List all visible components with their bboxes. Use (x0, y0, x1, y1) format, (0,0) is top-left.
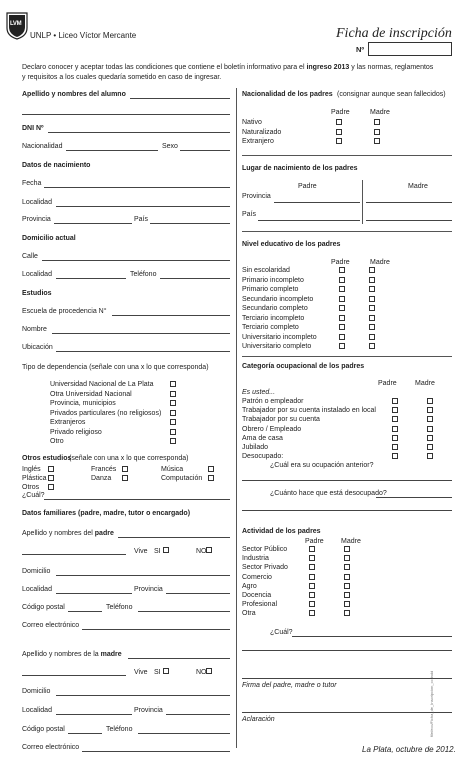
father-no-label: NO (196, 548, 207, 555)
school-name-label: Nombre (22, 326, 47, 333)
father-name-field[interactable] (118, 537, 230, 538)
parents-education-option-label: Secundario incompleto (242, 295, 314, 303)
form-number-field[interactable] (368, 42, 452, 56)
sex-label: Sexo (162, 143, 178, 150)
school-location-label: Ubicación (22, 344, 53, 351)
mother-name-field-2[interactable] (22, 675, 126, 676)
father-address-field[interactable] (56, 575, 230, 576)
place-date: La Plata, octubre de 2012. (362, 745, 456, 754)
birth-province-label: Provincia (22, 216, 51, 223)
birthplace-mother-col: Madre (408, 183, 428, 190)
parents-education-father-checkbox[interactable] (339, 267, 345, 273)
parents-activity-father-checkbox[interactable] (309, 564, 315, 570)
parents-activity-option-label: Docencia (242, 592, 272, 599)
dependency-option-checkbox[interactable] (170, 438, 176, 444)
parents-activity-option-label: Comercio (242, 573, 272, 581)
birth-locality-field[interactable] (56, 206, 230, 207)
parents-occupation-mother-checkbox[interactable] (427, 426, 433, 432)
other-study-label: Danza (91, 475, 112, 482)
parents-activity-mother-checkbox[interactable] (344, 601, 350, 607)
father-alive-no-checkbox[interactable] (206, 547, 212, 553)
address-locality-label: Localidad (22, 271, 52, 278)
mother-postal-label: Código postal (22, 726, 65, 733)
dependency-option-label: Universidad Nacional de La Plata (50, 381, 154, 388)
father-locality-label: Localidad (22, 586, 52, 593)
parents-occupation-title: Categoría ocupacional de los padres (242, 363, 365, 370)
mother-name-label: Apellido y nombres de la madre (22, 651, 122, 658)
other-study-checkbox[interactable] (48, 475, 54, 481)
parents-nationality-note: (consignar aunque sean fallecidos) (337, 91, 446, 98)
parents-occupation-father-checkbox[interactable] (392, 416, 398, 422)
other-study-checkbox[interactable] (122, 475, 128, 481)
parents-birthplace-title: Lugar de nacimiento de los padres (242, 165, 358, 172)
dependency-option-label: Otra Universidad Nacional (50, 390, 132, 398)
parents-activity-mother-checkbox[interactable] (344, 564, 350, 570)
mother-email-label: Correo electrónico (22, 744, 80, 751)
birthplace-country-label: País (242, 211, 257, 218)
family-title: Datos familiares (padre, madre, tutor o encargado) (22, 510, 191, 517)
birth-date-field[interactable] (44, 187, 230, 188)
address-phone-label: Teléfono (130, 271, 157, 278)
parents-activity-father-checkbox[interactable] (309, 610, 315, 616)
other-studies-which-label: ¿Cuál? (22, 492, 45, 499)
other-study-checkbox[interactable] (48, 484, 54, 490)
father-address-label: Domicilio (22, 568, 51, 575)
number-label: Nº (356, 45, 365, 54)
signature-field[interactable] (242, 678, 452, 679)
other-study-checkbox[interactable] (208, 475, 214, 481)
institution-name: UNLP • Liceo Víctor Mercante (30, 31, 137, 40)
unemployed-duration-field[interactable] (376, 497, 452, 498)
dependency-option-checkbox[interactable] (170, 400, 176, 406)
nationality-father-col: Padre (331, 109, 350, 116)
father-phone-field[interactable] (138, 611, 230, 612)
parents-occupation-mother-checkbox[interactable] (427, 435, 433, 441)
parents-activity-father-checkbox[interactable] (309, 601, 315, 607)
parents-education-father-checkbox[interactable] (339, 286, 345, 292)
parents-education-mother-checkbox[interactable] (369, 296, 375, 302)
parents-education-father-checkbox[interactable] (339, 343, 345, 349)
father-name-field-2[interactable] (22, 554, 126, 555)
parents-education-mother-checkbox[interactable] (369, 286, 375, 292)
parents-occupation-option-label: Jubilado (242, 444, 269, 451)
other-study-checkbox[interactable] (208, 466, 214, 472)
activity-father-col: Padre (305, 538, 324, 545)
parents-education-mother-checkbox[interactable] (369, 267, 375, 273)
other-study-label: Inglés (22, 466, 41, 473)
parents-occupation-father-checkbox[interactable] (392, 453, 398, 459)
parents-education-father-checkbox[interactable] (339, 296, 345, 302)
activity-which-field-2[interactable] (242, 650, 452, 651)
dependency-option-label: Otro (50, 438, 64, 445)
dependency-option-checkbox[interactable] (170, 419, 176, 425)
parents-activity-mother-checkbox[interactable] (344, 574, 350, 580)
parents-occupation-option-label: Ama de casa (242, 434, 283, 442)
previous-occupation-label: ¿Cuál era su ocupación anterior? (270, 462, 374, 469)
parents-education-option-label: Secundario completo (242, 305, 308, 312)
education-father-col: Padre (331, 259, 350, 266)
father-name-label: Apellido y nombres del padre (22, 530, 114, 537)
mother-alive-no-checkbox[interactable] (206, 668, 212, 674)
declaration-text-2: y las normas, reglamentos (351, 64, 434, 71)
parents-activity-mother-checkbox[interactable] (344, 592, 350, 598)
parents-occupation-father-checkbox[interactable] (392, 398, 398, 404)
mother-postal-field[interactable] (68, 733, 102, 734)
activity-which-field[interactable] (292, 636, 452, 637)
clarification-field[interactable] (242, 712, 452, 713)
dependency-option-label: Extranjeros (50, 419, 86, 426)
occupation-mother-col: Madre (415, 380, 435, 387)
parents-nationality-father-checkbox[interactable] (336, 129, 342, 135)
mother-phone-label: Teléfono (106, 726, 133, 733)
declaration-year: ingreso 2013 (306, 64, 350, 71)
other-studies-title: Otros estudios (22, 455, 72, 462)
occupation-intro: Es usted... (242, 389, 276, 396)
occupation-father-col: Padre (378, 380, 397, 387)
parents-occupation-mother-checkbox[interactable] (427, 416, 433, 422)
other-study-label: Computación (161, 475, 203, 482)
birthplace-country-mother-field[interactable] (366, 220, 452, 221)
parents-activity-father-checkbox[interactable] (309, 574, 315, 580)
student-name-field-2[interactable] (22, 114, 230, 115)
parents-education-option-label: Primario completo (242, 286, 299, 293)
parents-education-option-label: Universitario completo (242, 343, 312, 350)
parents-activity-option-label: Otra (242, 610, 256, 618)
parents-activity-mother-checkbox[interactable] (344, 583, 350, 589)
mother-province-field[interactable] (166, 714, 230, 715)
mother-alive-label: Vive (134, 669, 148, 676)
parents-activity-mother-checkbox[interactable] (344, 555, 350, 561)
parents-nationality-option-label: Naturalizado (242, 128, 282, 136)
parents-occupation-option-label: Obrero / Empleado (242, 425, 302, 433)
student-name-label: Apellido y nombres del alumno (22, 91, 126, 98)
parents-activity-option-label: Sector Privado (242, 564, 288, 572)
other-studies-note: (señale con una x lo que corresponda) (69, 455, 189, 462)
mother-address-label: Domicilio (22, 688, 51, 695)
parents-occupation-father-checkbox[interactable] (392, 435, 398, 441)
mother-name-field[interactable] (128, 658, 230, 659)
dependency-option-label: Provincia, municipios (50, 400, 116, 407)
activity-which-label: ¿Cuál? (270, 629, 293, 636)
dependency-option-checkbox[interactable] (170, 391, 176, 397)
clarification-label: Aclaración (242, 716, 275, 723)
father-province-field[interactable] (166, 593, 230, 594)
birth-province-field[interactable] (54, 223, 132, 224)
parents-nationality-mother-checkbox[interactable] (374, 119, 380, 125)
dependency-option-checkbox[interactable] (170, 429, 176, 435)
birthplace-province-label: Provincia (242, 193, 271, 200)
nationality-label: Nacionalidad (22, 143, 63, 150)
declaration-text-3: y requisitos a los cuales quedaría sometido en caso de ingresar. (22, 74, 222, 81)
parents-education-father-checkbox[interactable] (339, 334, 345, 340)
signature-label: Firma del padre, madre o tutor (242, 682, 337, 689)
activity-mother-col: Madre (341, 538, 361, 545)
parents-education-option-label: Primario incompleto (242, 276, 304, 284)
parents-nationality-option-label: Extranjero (242, 138, 274, 145)
father-yes-label: SI (154, 548, 161, 555)
parents-activity-mother-checkbox[interactable] (344, 610, 350, 616)
divider-2 (242, 231, 452, 232)
birthplace-province-mother-field[interactable] (366, 202, 452, 203)
education-mother-col: Madre (370, 259, 390, 266)
parents-education-mother-checkbox[interactable] (369, 315, 375, 321)
street-field[interactable] (42, 260, 230, 261)
birth-country-field[interactable] (150, 223, 230, 224)
parents-education-mother-checkbox[interactable] (369, 324, 375, 330)
parents-education-father-checkbox[interactable] (339, 324, 345, 330)
studies-title: Estudios (22, 290, 52, 297)
other-study-label: Plástica (22, 475, 47, 482)
parents-activity-title: Actividad de los padres (242, 528, 321, 535)
nationality-field[interactable] (66, 150, 158, 151)
dependency-option-label: Privados particulares (no religiosos) (50, 409, 162, 417)
birth-country-label: País (134, 216, 149, 223)
father-alive-label: Vive (134, 548, 148, 555)
mother-province-label: Provincia (134, 707, 163, 714)
declaration (22, 63, 452, 83)
father-postal-label: Código postal (22, 604, 65, 611)
street-label: Calle (22, 253, 38, 260)
parents-education-option-label: Sin escolaridad (242, 267, 290, 274)
parents-education-option-label: Universitario incompleto (242, 333, 317, 341)
parents-nationality-father-checkbox[interactable] (336, 138, 342, 144)
parents-activity-father-checkbox[interactable] (309, 592, 315, 598)
other-study-checkbox[interactable] (48, 466, 54, 472)
parents-occupation-option-label: Patrón o empleador (242, 398, 304, 405)
dependency-label: Tipo de dependencia (señale con una x lo que corresponda) (22, 364, 209, 371)
other-study-label: Música (161, 466, 184, 473)
parents-activity-father-checkbox[interactable] (309, 583, 315, 589)
parents-education-father-checkbox[interactable] (339, 277, 345, 283)
school-location-field[interactable] (56, 351, 230, 352)
parents-activity-father-checkbox[interactable] (309, 546, 315, 552)
parents-occupation-father-checkbox[interactable] (392, 426, 398, 432)
father-phone-label: Teléfono (106, 604, 133, 611)
father-email-label: Correo electrónico (22, 622, 80, 629)
birth-title: Datos de nacimiento (22, 162, 91, 169)
parents-education-mother-checkbox[interactable] (369, 334, 375, 340)
father-email-field[interactable] (82, 629, 230, 630)
parents-education-mother-checkbox[interactable] (369, 343, 375, 349)
parents-occupation-option-label: Trabajador por su cuenta (242, 416, 320, 424)
birthplace-province-father-field[interactable] (274, 202, 360, 203)
mother-email-field[interactable] (82, 751, 230, 752)
parents-activity-father-checkbox[interactable] (309, 555, 315, 561)
unemployed-duration-field-2[interactable] (242, 510, 452, 511)
mother-no-label: NO (196, 669, 207, 676)
column-divider (236, 88, 237, 748)
other-studies-which-field[interactable] (44, 499, 230, 500)
other-study-label: Otros (22, 484, 40, 491)
side-note: file/ecc/Ficha_de_Inscripcion_cc.indd (429, 670, 434, 737)
parents-occupation-father-checkbox[interactable] (392, 444, 398, 450)
mother-locality-field[interactable] (56, 714, 132, 715)
mother-phone-field[interactable] (138, 733, 230, 734)
unemployed-duration-label: ¿Cuánto hace que está desocupado? (270, 490, 387, 497)
declaration-text-1: Declaro conocer y aceptar todas las condiciones que contiene el boletín informativo para el (22, 64, 305, 71)
other-study-checkbox[interactable] (122, 466, 128, 472)
address-phone-field[interactable] (160, 278, 230, 279)
parents-education-father-checkbox[interactable] (339, 305, 345, 311)
other-study-label: Francés (91, 466, 117, 473)
father-locality-field[interactable] (56, 593, 132, 594)
dependency-option-checkbox[interactable] (170, 381, 176, 387)
dependency-option-label: Privado religioso (50, 428, 102, 436)
mother-address-field[interactable] (56, 695, 230, 696)
birth-date-label: Fecha (22, 180, 42, 187)
student-name-field[interactable] (130, 98, 230, 99)
school-number-field[interactable] (112, 315, 230, 316)
parents-activity-mother-checkbox[interactable] (344, 546, 350, 552)
parents-activity-option-label: Industria (242, 555, 269, 563)
parents-education-father-checkbox[interactable] (339, 315, 345, 321)
parents-education-option-label: Terciario incompleto (242, 314, 305, 322)
divider-3 (242, 356, 452, 357)
parents-occupation-mother-checkbox[interactable] (427, 444, 433, 450)
parents-nationality-mother-checkbox[interactable] (374, 129, 380, 135)
school-name-field[interactable] (52, 333, 230, 334)
parents-nationality-option-label: Nativo (242, 119, 262, 126)
parents-activity-option-label: Profesional (242, 601, 278, 609)
parents-nationality-mother-checkbox[interactable] (374, 138, 380, 144)
birthplace-country-father-field[interactable] (258, 220, 360, 221)
parents-nationality-title: Nacionalidad de los padres (242, 91, 333, 98)
previous-occupation-field[interactable] (242, 480, 452, 481)
dependency-option-checkbox[interactable] (170, 410, 176, 416)
parents-education-title: Nivel educativo de los padres (242, 241, 341, 248)
mother-locality-label: Localidad (22, 707, 52, 714)
dni-field[interactable] (48, 132, 230, 133)
father-postal-field[interactable] (68, 611, 102, 612)
birthplace-father-col: Padre (298, 183, 317, 190)
parents-nationality-father-checkbox[interactable] (336, 119, 342, 125)
parents-occupation-father-checkbox[interactable] (392, 407, 398, 413)
dni-label: DNI Nº (22, 125, 44, 132)
parents-occupation-mother-checkbox[interactable] (427, 407, 433, 413)
parents-education-mother-checkbox[interactable] (369, 277, 375, 283)
mother-alive-yes-checkbox[interactable] (163, 668, 169, 674)
birth-locality-label: Localidad (22, 199, 52, 206)
parents-education-option-label: Terciario completo (242, 324, 299, 331)
address-locality-field[interactable] (56, 278, 126, 279)
parents-occupation-mother-checkbox[interactable] (427, 398, 433, 404)
parents-occupation-option-label: Trabajador por su cuenta instalado en local (242, 407, 376, 415)
logo (6, 12, 28, 40)
parents-education-mother-checkbox[interactable] (369, 305, 375, 311)
parents-occupation-mother-checkbox[interactable] (427, 453, 433, 459)
divider-1 (242, 155, 452, 156)
school-label: Escuela de procedencia N° (22, 308, 107, 315)
page-title: Ficha de inscripción (336, 26, 452, 41)
parents-activity-option-label: Sector Público (242, 546, 288, 553)
mother-yes-label: SI (154, 669, 161, 676)
father-province-label: Provincia (134, 586, 163, 593)
parents-occupation-option-label: Desocupado: (242, 453, 284, 461)
address-title: Domicilio actual (22, 235, 76, 242)
birthplace-col-divider (362, 180, 363, 224)
father-alive-yes-checkbox[interactable] (163, 547, 169, 553)
logo-letters: LVM (10, 21, 22, 27)
sex-field[interactable] (180, 150, 230, 151)
nationality-mother-col: Madre (370, 109, 390, 116)
parents-activity-option-label: Agro (242, 582, 257, 590)
